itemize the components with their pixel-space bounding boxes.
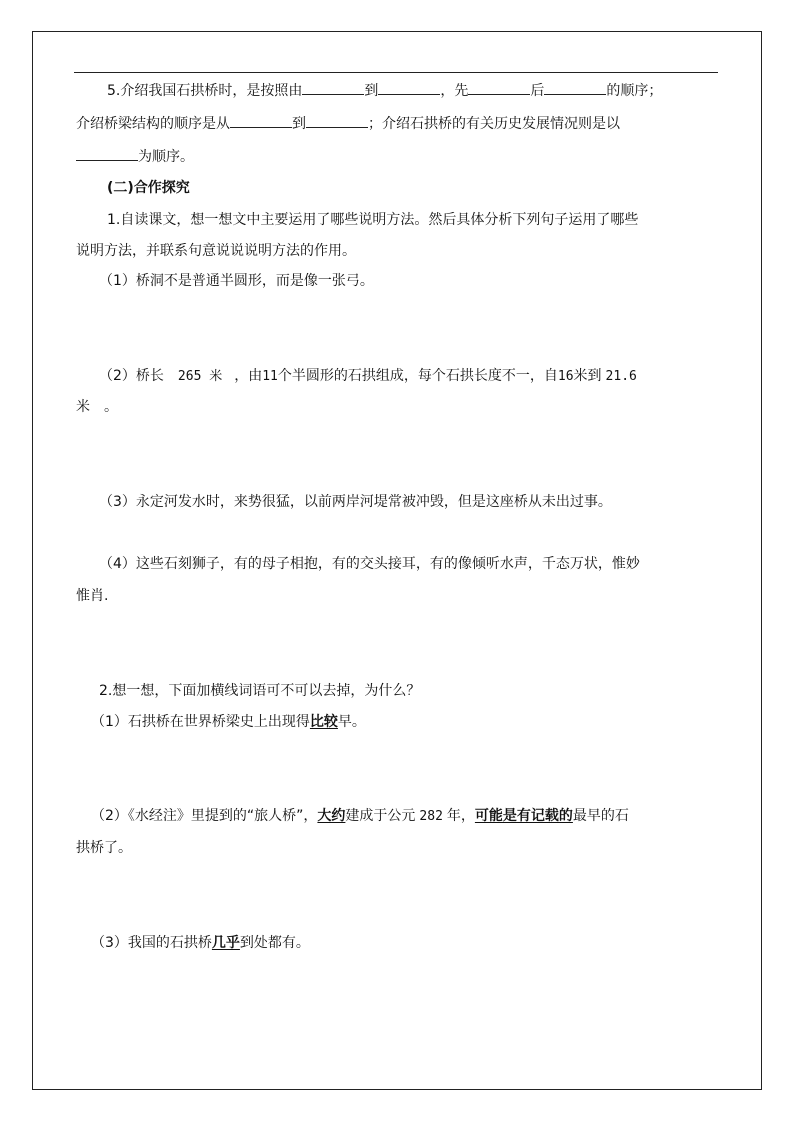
ex2-sentence-2-cont: 拱桥了。 [76, 840, 132, 856]
sentence-text: （3）我国的石拱桥 [91, 935, 212, 951]
sentence-number: 11 [262, 369, 278, 384]
underlined-word: 几乎 [211, 935, 240, 951]
answer-blank[interactable] [76, 146, 138, 161]
ex1-intro-line-2: 说明方法，并联系句意说说说明方法的作用。 [76, 243, 356, 259]
answer-blank[interactable] [544, 80, 606, 95]
sentence-text: 最早的石 [572, 808, 629, 824]
ex2-sentence-1 [91, 712, 366, 732]
ex2-sentence-2 [91, 806, 629, 827]
ex1-intro-line-1: 1.自读课文，想一想文中主要运用了哪些说明方法。然后具体分析下列句子运用了哪些 [107, 212, 639, 228]
ex1-sentence-4: （4）这些石刻狮子，有的母子相抱，有的交头接耳，有的像倾听水声，千态万状，惟妙 [99, 556, 640, 572]
q5-line-3 [76, 146, 194, 167]
answer-blank[interactable] [306, 113, 368, 128]
ex2-intro: 2.想一想，下面加横线词语可不可以去掉，为什么？ [99, 683, 421, 699]
q5-text: 后 [530, 83, 545, 99]
answer-blank[interactable] [468, 80, 530, 95]
answer-blank[interactable] [230, 113, 292, 128]
ex2-sentence-3 [91, 933, 310, 953]
ex1-sentence-4-cont: 惟肖. [76, 588, 109, 604]
answer-blank[interactable] [302, 80, 364, 95]
sentence-text: （2）《水经注》里提到的“旅人桥”， [91, 808, 318, 824]
answer-blank[interactable] [378, 80, 440, 95]
underlined-word: 大约 [317, 808, 346, 824]
q5-line-2 [76, 113, 620, 134]
sentence-number: 16 [557, 369, 574, 384]
header-rule [74, 72, 718, 73]
sentence-text: 到处都有。 [239, 935, 310, 951]
q5-text: 5.介绍我国石拱桥时，是按照由 [107, 83, 303, 99]
q5-text: 的顺序； [606, 83, 663, 99]
sentence-text: ，由 [234, 368, 263, 384]
sentence-text: （2）桥长 [99, 368, 164, 384]
sentence-text: 建成于公元 [345, 808, 416, 824]
ex1-sentence-2-cont: 米 。 [76, 399, 118, 415]
sentence-number: 265 米 [177, 369, 223, 384]
q5-line-1 [107, 80, 662, 101]
underlined-word: 比较 [309, 714, 338, 730]
q5-text: 介绍桥梁结构的顺序是从 [76, 116, 230, 132]
sentence-text: 个半圆形的石拱组成，每个石拱长度不一，自 [277, 368, 558, 384]
underlined-word: 可能是有记载的 [474, 808, 573, 824]
q5-text: 到 [364, 83, 379, 99]
sentence-text: 年， [446, 808, 475, 824]
ex1-sentence-2 [99, 366, 637, 387]
q5-text: 为顺序。 [138, 149, 194, 165]
sentence-text: 米到 [573, 368, 602, 384]
q5-text: 到 [292, 116, 306, 132]
sentence-text: 早。 [337, 714, 366, 730]
sentence-number: 282 [419, 809, 443, 824]
ex1-sentence-1: （1）桥洞不是普通半圆形，而是像一张弓。 [99, 273, 374, 289]
sentence-text: （1）石拱桥在世界桥梁史上出现得 [91, 714, 310, 730]
q5-text: ，先 [440, 83, 469, 99]
q5-text: ；介绍石拱桥的有关历史发展情况则是以 [368, 116, 620, 132]
sentence-number: 21.6 [605, 369, 637, 384]
ex1-sentence-3: （3）永定河发水时，来势很猛，以前两岸河堤常被冲毁，但是这座桥从未出过事。 [99, 494, 612, 510]
section-heading: (二)合作探究 [107, 180, 190, 196]
